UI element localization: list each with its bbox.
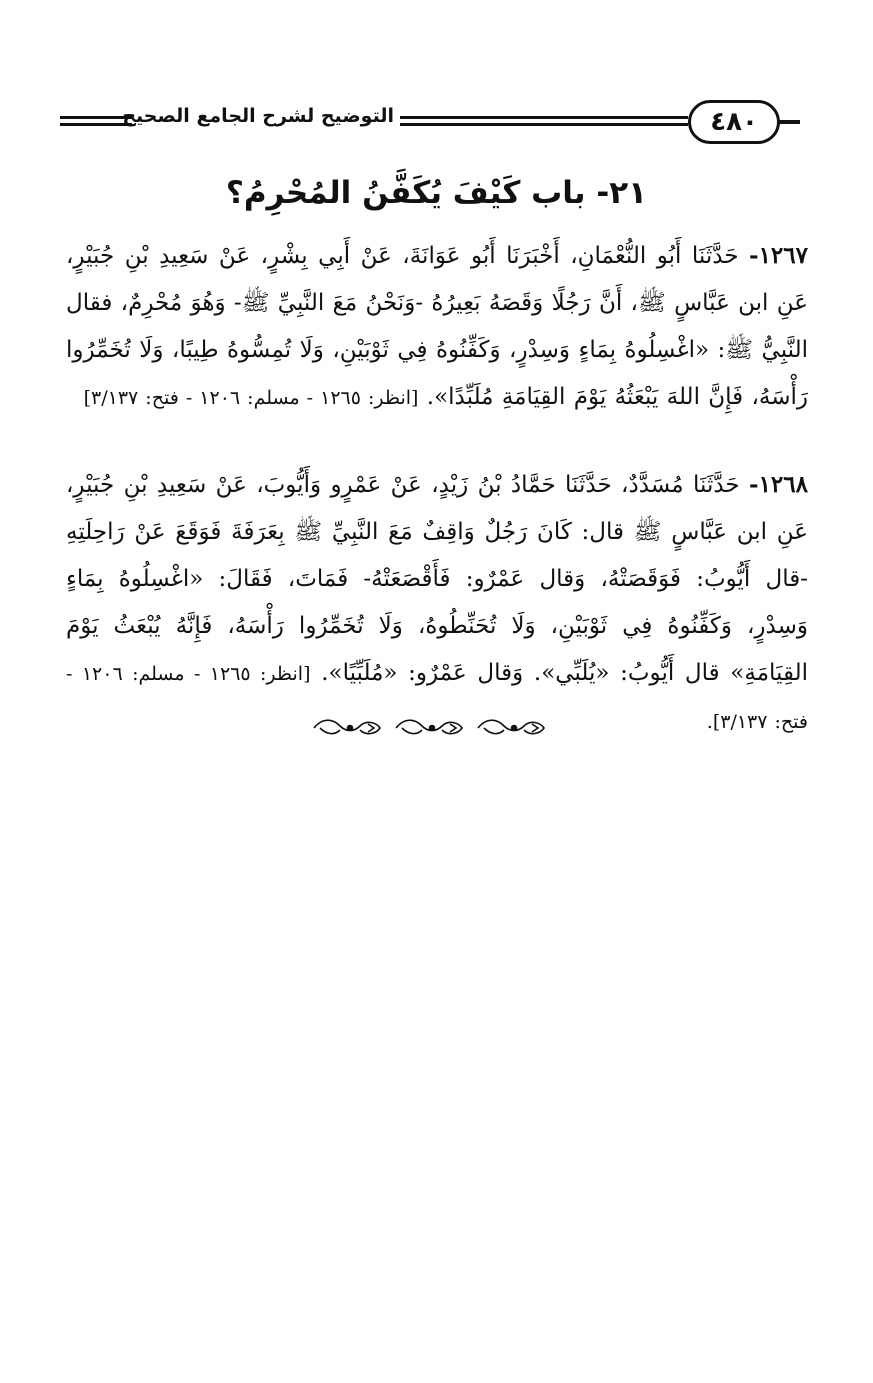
header-rule bbox=[60, 116, 132, 119]
hadith-paragraph bbox=[66, 461, 808, 746]
header-rule bbox=[60, 123, 132, 126]
ornament-motif bbox=[396, 720, 462, 733]
hadith-reference: [انظر: ١٢٦٥ - مسلم: ١٢٠٦ - فتح: ٣/١٣٧] bbox=[83, 387, 419, 409]
hadith-number: ١٢٦٨- bbox=[749, 471, 808, 498]
hadith-number: ١٢٦٧- bbox=[749, 242, 808, 269]
chapter-title: ٢١- باب كَيْفَ يُكَفَّنُ المُحْرِمُ؟ bbox=[225, 175, 648, 211]
hadith-reference: [انظر: ١٢٦٥ - مسلم: ١٢٠٦ - فتح: ٣/١٣٧]. bbox=[66, 663, 808, 733]
hadith-text: حَدَّثَنَا مُسَدَّدٌ، حَدَّثَنَا حَمَّادُ بْنُ زَيْدٍ، عَنْ عَمْرٍو وَأَيُّوبَ، عَنْ سَعِيدِ بْنِ جُبَيْرٍ، عَنِ ابن عَبَّاسٍ ﷺ قال: كَانَ رَجُلٌ وَاقِفٌ مَعَ النَّبِيِّ ﷺ بِعَرَفَةَ فَوَقَعَ عَنْ رَاحِلَتِهِ -قال أَيُّوبُ: فَوَقَصَتْهُ، وَقال عَمْرٌو: فَأَقْصَعَتْهُ- فَمَاتَ، فَقَالَ: «اغْسِلُوهُ بِمَاءٍ وَسِدْرٍ، وَكَفِّنُوهُ فِي ثَوْبَيْنِ، وَلَا تُحَنِّطُوهُ، وَلَا تُخَمِّرُوا رَأْسَهُ، فَإِنَّهُ يُبْعَثُ يَوْمَ القِيَامَةِ» قال أَيُّوبُ: «يُلَبِّي». وَقال عَمْرٌو: «مُلَبِّيًا». bbox=[66, 472, 809, 686]
book-title: التوضيح لشرح الجامع الصحيح bbox=[122, 105, 394, 127]
hadith-text: حَدَّثَنَا أَبُو النُّعْمَانِ، أَخْبَرَنَا أَبُو عَوَانَةَ، عَنْ أَبِي بِشْرٍ، عَنْ سَعِيدِ بْنِ جُبَيْرٍ، عَنِ ابن عَبَّاسٍ ﷺ، أَنَّ رَجُلًا وَقَصَهُ بَعِيرُهُ -وَنَحْنُ مَعَ النَّبِيِّ ﷺ- وَهُوَ مُحْرِمٌ، فقال النَّبِيُّ ﷺ: «اغْسِلُوهُ بِمَاءٍ وَسِدْرٍ، وَكَفِّنُوهُ فِي ثَوْبَيْنِ، وَلَا تُمِسُّوهُ طِيبًا، وَلَا تُخَمِّرُوا رَأْسَهُ، فَإِنَّ اللهَ يَبْعَثُهُ يَوْمَ القِيَامَةِ مُلَبِّدًا». bbox=[66, 243, 808, 410]
page-number: ٤٨٠ bbox=[688, 100, 780, 144]
floral-divider-icon bbox=[310, 714, 546, 742]
ornament-motif bbox=[314, 720, 380, 733]
ornament-motif bbox=[478, 720, 544, 733]
header-rule bbox=[400, 116, 688, 119]
running-header bbox=[60, 96, 800, 156]
hadith-paragraph bbox=[66, 232, 808, 422]
header-rule bbox=[400, 123, 688, 126]
